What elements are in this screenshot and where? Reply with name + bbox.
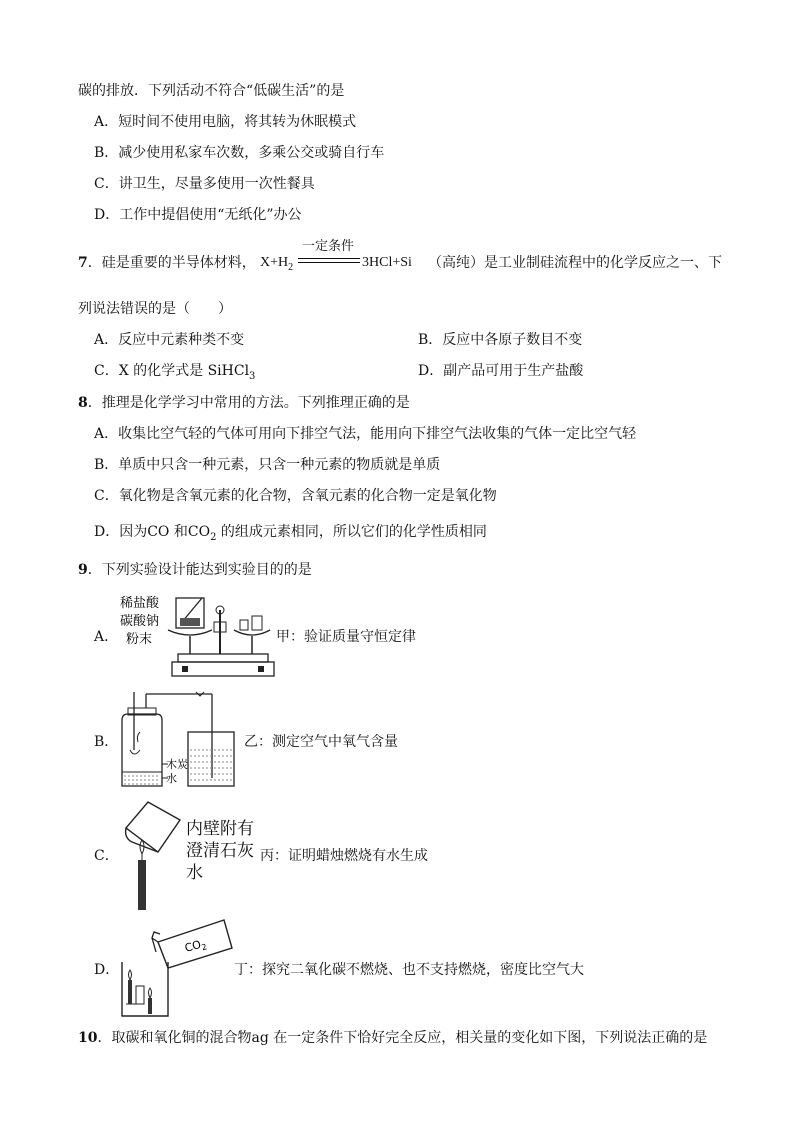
q7-stem-line2: 列说法错误的是（ ） <box>78 301 232 317</box>
q6-option-a: A．短时间不使用电脑，将其转为休眠模式 <box>94 114 357 130</box>
q9-d-letter: D． <box>94 962 120 978</box>
q7-equation-right: 3HCl+Si <box>362 255 412 270</box>
q8-option-a: A．收集比空气轻的气体可用向下排空气法，能用向下排空气法收集的气体一定比空气轻 <box>94 426 637 442</box>
q9-a-caption: 甲：验证质量守恒定律 <box>276 629 416 645</box>
label-charcoal: 木炭 <box>166 758 188 771</box>
q7-option-c <box>94 362 255 386</box>
q8-option-c: C．氧化物是含氧元素的化合物，含氧元素的化合物一定是氧化物 <box>94 488 497 504</box>
q9-a-letter: A． <box>94 629 119 645</box>
q10-number: 10 <box>78 1030 98 1046</box>
oxygen-measure-apparatus <box>116 690 240 794</box>
eq-left-sub: 2 <box>288 261 294 273</box>
label-powder: 粉末 <box>126 632 153 647</box>
q9-d-caption: 丁：探究二氧化碳不燃烧、也不支持燃烧，密度比空气大 <box>234 962 584 978</box>
q10-stem-text: ．取碳和氧化铜的混合物ag 在一定条件下恰好完全反应，相关量的变化如下图，下列说法正确的是 <box>97 1030 708 1046</box>
q7-stem-pre: ．硅是重要的半导体材料， <box>87 255 256 271</box>
label-sodium-carbonate: 碳酸钠 <box>120 614 160 629</box>
q8-option-b: B．单质中只含一种元素，只含一种元素的物质就是单质 <box>94 457 441 473</box>
q6-stem: 碳的排放．下列活动不符合“低碳生活”的是 <box>78 83 345 99</box>
label-water: 水 <box>166 772 177 785</box>
q7-number: 7 <box>78 255 88 271</box>
q9-stem-text: ．下列实验设计能达到实验目的的是 <box>87 562 312 578</box>
q9-c-label-2: 澄清石灰 <box>186 841 254 861</box>
q6-option-d: D．工作中提倡使用“无纸化”办公 <box>94 207 302 223</box>
q9-stem <box>78 561 312 579</box>
q7-stem-post: （高纯）是工业制硅流程中的化学反应之一、下 <box>428 255 722 271</box>
q8-option-d <box>94 523 487 547</box>
q10-stem <box>78 1029 707 1047</box>
q7-option-a: A．反应中元素种类不变 <box>94 332 245 348</box>
q7-stem <box>78 254 256 272</box>
q8-number: 8 <box>78 395 88 411</box>
q7-option-c-sub: 3 <box>249 370 256 382</box>
bottle-label: $CO_2$ <box>183 937 208 955</box>
q7-option-c-text: C．X 的化学式是 SiHCl <box>94 363 250 379</box>
q8-option-d-pre: D．因为CO 和CO <box>94 524 211 540</box>
q9-c-label-1: 内壁附有 <box>186 819 254 839</box>
q7-condition: 一定条件 <box>302 239 355 254</box>
q9-c-letter: C． <box>94 848 119 864</box>
eq-left: X+H <box>260 255 289 270</box>
q7-equals-top <box>298 258 360 259</box>
q9-number: 9 <box>78 562 88 578</box>
q8-stem-text: ．推理是化学学习中常用的方法。下列推理正确的是 <box>87 395 410 411</box>
label-dilute-hcl: 稀盐酸 <box>120 596 160 611</box>
q6-option-c: C．讲卫生，尽量多使用一次性餐具 <box>94 176 315 192</box>
q8-option-d-sub: 2 <box>210 531 217 543</box>
q9-b-caption: 乙：测定空气中氧气含量 <box>244 734 398 750</box>
candle-beaker-figure <box>118 798 188 914</box>
q9-c-label-3: 水 <box>186 863 203 883</box>
q9-b-letter: B． <box>94 734 119 750</box>
q7-option-d: D．副产品可用于生产盐酸 <box>418 363 584 379</box>
q6-option-b: B．减少使用私家车次数，多乘公交或骑自行车 <box>94 145 385 161</box>
balance-apparatus-figure <box>118 592 278 684</box>
q7-equals-bottom <box>298 262 360 263</box>
q8-stem <box>78 394 410 412</box>
q7-equation-left <box>260 254 293 277</box>
q8-option-d-post: 的组成元素相同，所以它们的化学性质相同 <box>216 524 487 540</box>
q7-option-b: B．反应中各原子数目不变 <box>418 332 583 348</box>
co2-pouring-figure <box>116 918 238 1022</box>
q9-c-caption: 丙：证明蜡烛燃烧有水生成 <box>260 848 428 864</box>
